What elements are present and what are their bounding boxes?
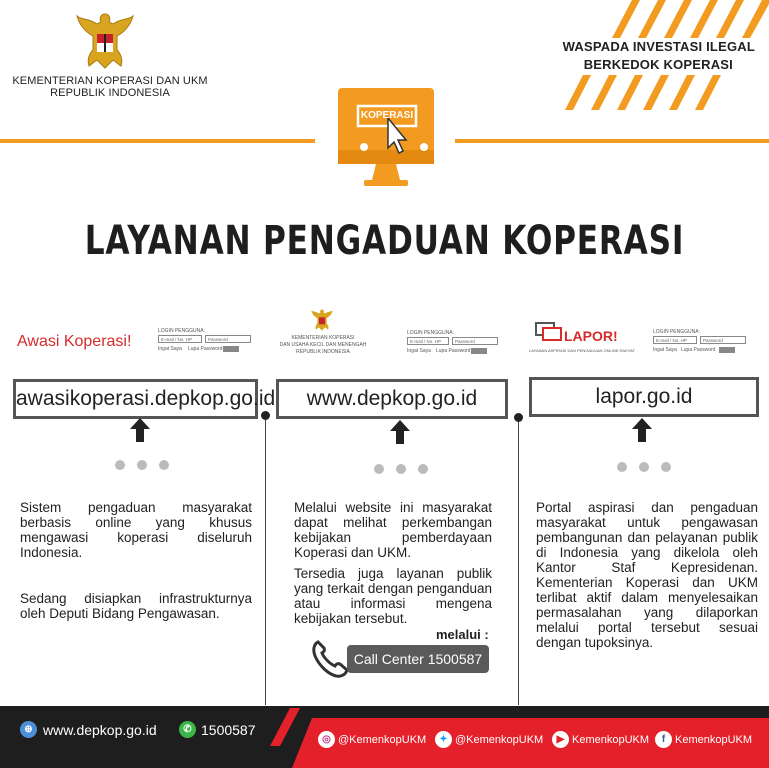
depkop-logo-line2: DAN USAHA KECIL DAN MENENGAH bbox=[279, 342, 367, 348]
login-email-field[interactable]: E-mail / No. HP bbox=[407, 337, 449, 345]
warning-line1: WASPADA INVESTASI ILEGAL bbox=[562, 39, 755, 54]
arrow-up-icon bbox=[632, 418, 652, 442]
warning-text bbox=[555, 38, 755, 74]
login-remember: Ingat Saya bbox=[653, 347, 677, 353]
hazard-stripes-decoration-lower bbox=[565, 75, 730, 110]
footer-twitter[interactable] bbox=[435, 731, 543, 748]
garuda-emblem-icon bbox=[75, 10, 135, 72]
description-lapor: Portal aspirasi dan pengaduan masyarakat untuk pengawasan pembangunan dan pelayanan publik di Indonesia yang dikelola oleh Kantor Staf Kepresidenan. Kementerian Koperasi dan UKM terlibat aktif dalam menyelesaikan permasalahan yang dilaporkan melalui portal tersebut sesuai dengan tupoksinya. bbox=[536, 500, 758, 650]
login-email-field[interactable]: E-mail / No. HP bbox=[653, 336, 697, 344]
login-remember: Ingat Saya bbox=[407, 348, 431, 354]
footer-facebook[interactable] bbox=[655, 731, 752, 748]
footer-phone[interactable] bbox=[179, 721, 256, 738]
facebook-icon: f bbox=[655, 731, 672, 748]
url-box-lapor[interactable]: lapor.go.id bbox=[529, 377, 759, 417]
header-divider-left bbox=[0, 139, 315, 143]
awasi-logo: Awasi Koperasi! bbox=[17, 333, 132, 350]
phone-icon bbox=[310, 638, 350, 678]
login-button[interactable] bbox=[471, 348, 487, 354]
login-password-field[interactable]: Password bbox=[205, 335, 251, 343]
page-title: LAYANAN PENGADUAN KOPERASI bbox=[84, 218, 685, 264]
login-label: LOGIN PENGGUNA: bbox=[407, 330, 454, 336]
column-lapor bbox=[519, 300, 769, 700]
login-button[interactable] bbox=[719, 347, 735, 353]
dots-indicator bbox=[617, 462, 671, 472]
twitter-icon: ✦ bbox=[435, 731, 452, 748]
ministry-line2: REPUBLIK INDONESIA bbox=[50, 87, 170, 99]
arrow-up-icon bbox=[390, 420, 410, 444]
description-awasi-2: Sedang disiapkan infrastrukturnya oleh Deputi Bidang Pengawasan. bbox=[20, 591, 252, 621]
lapor-logo-text: LAPOR! bbox=[564, 328, 618, 344]
header-divider-right bbox=[455, 139, 769, 143]
monitor-illustration bbox=[336, 88, 436, 188]
garuda-small-icon bbox=[310, 308, 334, 332]
login-forgot: Lupa Password bbox=[188, 346, 223, 352]
dots-indicator bbox=[115, 460, 169, 470]
footer-instagram[interactable] bbox=[318, 731, 426, 748]
youtube-icon: ▶ bbox=[552, 731, 569, 748]
depkop-logo-line1: KEMENTERIAN KOPERASI bbox=[291, 335, 355, 341]
login-label: LOGIN PENGGUNA: bbox=[653, 329, 700, 335]
description-awasi-1: Sistem pengaduan masyarakat berbasis online yang khusus mengawasi koperasi diseluruh Indonesia. bbox=[20, 500, 252, 560]
dots-indicator bbox=[374, 464, 428, 474]
login-label: LOGIN PENGGUNA: bbox=[158, 328, 205, 334]
depkop-logo-line3: REPUBLIK INDONESIA bbox=[296, 349, 350, 355]
instagram-handle: @KemenkopUKM bbox=[338, 733, 427, 746]
url-box-depkop[interactable]: www.depkop.go.id bbox=[276, 379, 508, 419]
instagram-icon: ◎ bbox=[318, 731, 335, 748]
description-depkop-1: Melalui website ini masyarakat dapat melihat perkembangan kebijakan pemberdayaan Koperasi dan UKM. bbox=[294, 500, 492, 560]
login-forgot: Lupa Password bbox=[681, 347, 716, 353]
twitter-handle: @KemenkopUKM bbox=[455, 733, 544, 746]
warning-line2: BERKEDOK KOPERASI bbox=[583, 57, 733, 72]
lapor-logo-subtitle: LAYANAN ASPIRASI DAN PENGADUAN ONLINE RAKYAT bbox=[529, 348, 635, 353]
description-depkop-2: Tersedia juga layanan publik yang terkait dengan penganduan atau informasi mengena kebijakan tersebut. bbox=[294, 566, 492, 626]
footer-website[interactable] bbox=[20, 721, 157, 738]
footer-youtube[interactable] bbox=[552, 731, 649, 748]
lapor-logo-icon bbox=[535, 322, 565, 342]
whatsapp-icon: ✆ bbox=[179, 721, 196, 738]
url-box-awasikoperasi[interactable]: awasikoperasi.depkop.go.id bbox=[13, 379, 258, 419]
column-awasikoperasi bbox=[0, 300, 276, 700]
globe-icon: ⊕ bbox=[20, 721, 37, 738]
footer-phone-text: 1500587 bbox=[201, 721, 256, 738]
youtube-handle: KemenkopUKM bbox=[572, 733, 650, 746]
column-depkop bbox=[266, 300, 516, 700]
login-remember: Ingat Saya bbox=[158, 346, 182, 352]
via-label: melalui : bbox=[436, 627, 489, 642]
footer-website-text: www.depkop.go.id bbox=[43, 721, 157, 738]
login-button[interactable] bbox=[223, 346, 239, 352]
monitor-button-label: KOPERASI bbox=[360, 110, 414, 121]
monitor-icon bbox=[336, 88, 436, 188]
hazard-stripes-decoration bbox=[600, 0, 769, 38]
ministry-line1: KEMENTERIAN KOPERASI DAN UKM bbox=[12, 75, 208, 87]
ministry-name bbox=[10, 75, 210, 99]
login-password-field[interactable]: Password bbox=[452, 337, 498, 345]
facebook-handle: KemenkopUKM bbox=[675, 733, 753, 746]
call-center-button[interactable]: Call Center 1500587 bbox=[347, 645, 489, 673]
login-forgot: Lupa Password bbox=[436, 348, 471, 354]
login-password-field[interactable]: Password bbox=[700, 336, 746, 344]
arrow-up-icon bbox=[130, 418, 150, 442]
login-email-field[interactable]: E-mail / No. HP bbox=[158, 335, 202, 343]
